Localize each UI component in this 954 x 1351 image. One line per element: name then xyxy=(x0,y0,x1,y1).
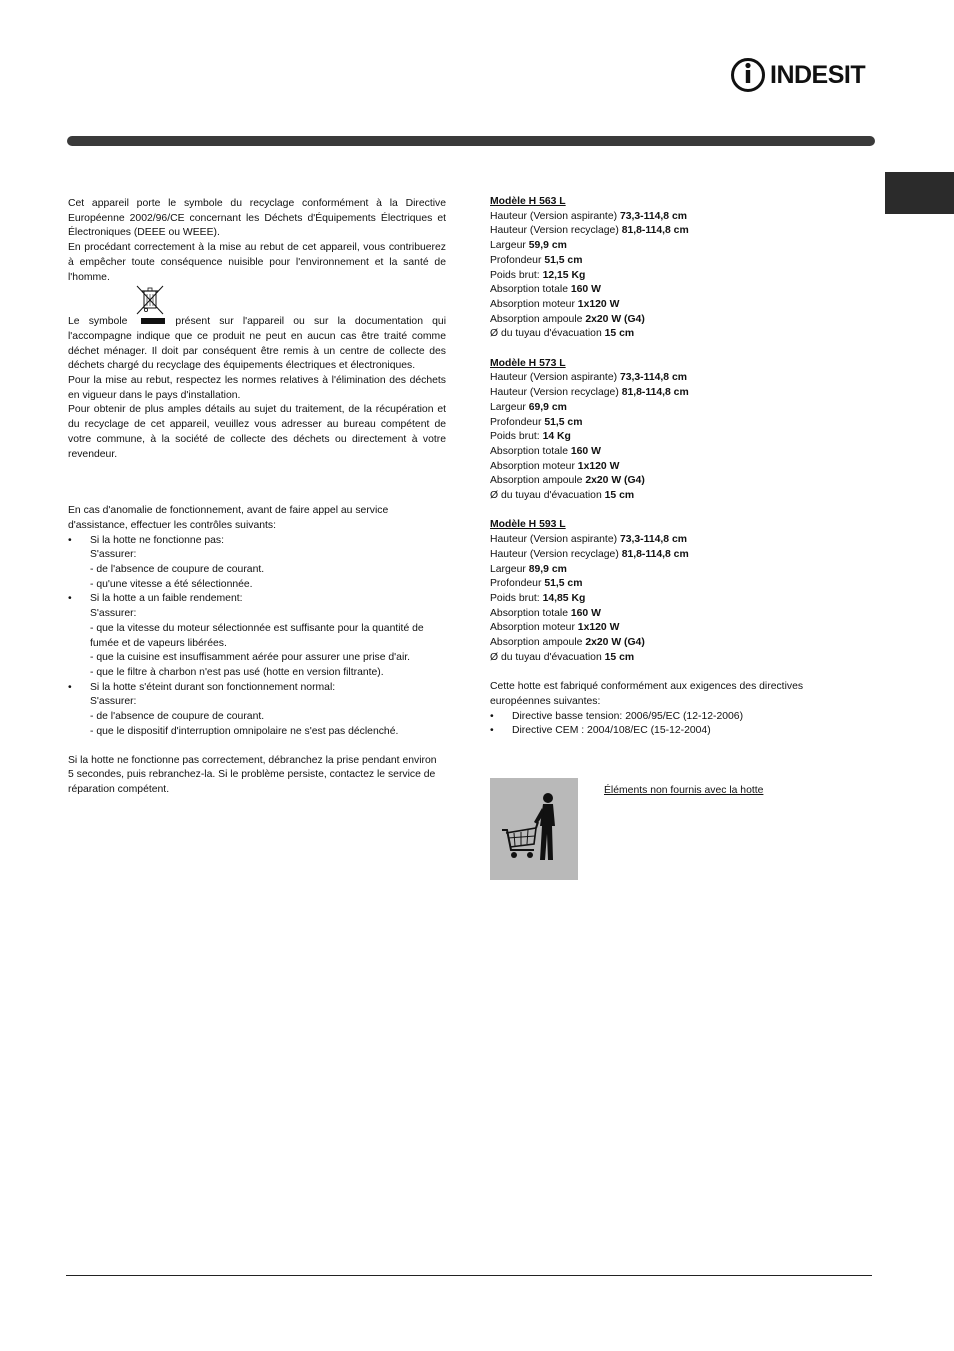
spec-row xyxy=(490,283,850,298)
footer-rule xyxy=(66,1275,872,1276)
spec-value: 15 cm xyxy=(604,651,635,663)
model-spec-block xyxy=(490,195,850,342)
spec-label: Hauteur (Version aspirante) xyxy=(490,210,618,222)
model-title: Modèle H 573 L xyxy=(490,357,566,369)
spec-value: 14,85 Kg xyxy=(542,592,586,604)
spec-label: Hauteur (Version aspirante) xyxy=(490,372,618,384)
spec-row xyxy=(490,621,850,636)
spec-value: 73,3-114,8 cm xyxy=(619,372,687,384)
spec-label: Largeur xyxy=(490,401,526,413)
check-line: - que la vitesse du moteur sélectionnée est suffisante pour la quantité de xyxy=(90,622,424,634)
spec-row xyxy=(490,607,850,622)
spec-label: Absorption ampoule xyxy=(490,313,583,325)
spec-value: 89,9 cm xyxy=(528,563,567,575)
final-note-1: Si la hotte ne fonctionne pas correctement, débranchez la prise pendant environ xyxy=(68,754,437,766)
left-column xyxy=(68,197,446,798)
conformity-line-1: Cette hotte est fabriqué conformément aux exigences des directives xyxy=(490,681,804,693)
model-title: Modèle H 563 L xyxy=(490,196,566,207)
final-note-2: 5 secondes, puis rebranchez-la. Si le problème persiste, contactez le service de xyxy=(68,769,436,781)
spec-label: Absorption moteur xyxy=(490,622,575,634)
model-spec-block xyxy=(490,518,850,665)
not-supplied-label: Éléments non fournis avec la hotte xyxy=(604,785,764,796)
spec-label: Poids brut: xyxy=(490,592,540,604)
check-title: • Si la hotte a un faible rendement: xyxy=(68,592,446,607)
check-ensure: S'assurer: xyxy=(90,608,137,620)
check-line: - que le dispositif d'interruption omnipolaire ne s'est pas déclenché. xyxy=(90,725,399,737)
spec-row xyxy=(490,327,850,342)
spec-row xyxy=(490,651,850,666)
right-column xyxy=(490,195,850,739)
spec-value: 1x120 W xyxy=(577,622,620,634)
spec-row xyxy=(490,313,850,328)
spec-row xyxy=(490,577,850,592)
check-item xyxy=(68,534,446,593)
spec-value: 81,8-114,8 cm xyxy=(621,387,689,399)
check-ensure: S'assurer: xyxy=(90,549,137,561)
spec-label: Hauteur (Version recyclage) xyxy=(490,225,619,237)
spec-value: 1x120 W xyxy=(577,298,620,310)
spec-label: Absorption totale xyxy=(490,607,568,619)
spec-value: 160 W xyxy=(570,607,601,619)
check-line: fumée et de vapeurs libérées. xyxy=(90,637,227,649)
directive-item: • Directive CEM : 2004/108/EC (15-12-2004) xyxy=(490,724,850,739)
spec-row xyxy=(490,239,850,254)
spec-row xyxy=(490,474,850,489)
spec-value: 81,8-114,8 cm xyxy=(621,548,689,560)
spec-row xyxy=(490,371,850,386)
brand-name: INDESIT xyxy=(770,61,866,89)
spec-label: Absorption moteur xyxy=(490,460,575,472)
spec-row xyxy=(490,416,850,431)
check-ensure: S'assurer: xyxy=(90,696,137,708)
check-line: - de l'absence de coupure de courant. xyxy=(90,711,265,723)
spec-row xyxy=(490,269,850,284)
conformity-line-2: européennes suivantes: xyxy=(490,695,601,707)
spec-label: Poids brut: xyxy=(490,431,540,443)
directive-item: • Directive basse tension: 2006/95/EC (12-12-2006) xyxy=(490,710,850,725)
spec-value: 2x20 W (G4) xyxy=(585,313,645,325)
symbol-line xyxy=(68,315,446,330)
disposal-rules-paragraph: Pour la mise au rebut, respectez les normes relatives à l'élimination des déchets en vigueur dans le pays d'installation. xyxy=(68,375,446,401)
symbol-after-text: présent sur l'appareil ou sur la documentation qui xyxy=(175,316,447,328)
spec-label: Absorption moteur xyxy=(490,298,575,310)
spec-value: 2x20 W (G4) xyxy=(585,475,645,487)
check-line: - que le filtre à charbon n'est pas usé (hotte en version filtrante). xyxy=(90,666,384,678)
check-item xyxy=(68,681,446,740)
spec-value: 12,15 Kg xyxy=(542,269,586,281)
spec-value: 14 Kg xyxy=(542,431,571,443)
spec-row xyxy=(490,489,850,504)
spec-label: Largeur xyxy=(490,563,526,575)
spec-label: Poids brut: xyxy=(490,269,540,281)
spec-row xyxy=(490,298,850,313)
spec-value: 160 W xyxy=(570,445,601,457)
section-tab xyxy=(885,172,954,214)
spec-value: 81,8-114,8 cm xyxy=(621,225,689,237)
spec-value: 160 W xyxy=(570,284,601,296)
spec-row xyxy=(490,533,850,548)
weee-symbol-row xyxy=(68,285,446,315)
check-line: - qu'une vitesse a été sélectionnée. xyxy=(90,578,253,590)
spec-row xyxy=(490,401,850,416)
spec-value: 15 cm xyxy=(604,328,635,340)
troubleshoot-intro-1: En cas d'anomalie de fonctionnement, avant de faire appel au service xyxy=(68,505,389,517)
spec-row xyxy=(490,460,850,475)
spec-label: Ø du tuyau d'évacuation xyxy=(490,328,602,340)
spec-row xyxy=(490,548,850,563)
spec-value: 51,5 cm xyxy=(544,578,583,590)
check-item xyxy=(68,592,446,680)
spec-row xyxy=(490,386,850,401)
spec-value: 2x20 W (G4) xyxy=(585,637,645,649)
spec-label: Hauteur (Version recyclage) xyxy=(490,387,619,399)
spec-label: Largeur xyxy=(490,240,526,252)
brand-logo xyxy=(730,55,872,95)
check-line: - de l'absence de coupure de courant. xyxy=(90,564,265,576)
troubleshoot-intro-2: d'assistance, effectuer les contrôles suivants: xyxy=(68,519,276,531)
spec-label: Absorption ampoule xyxy=(490,637,583,649)
spec-row xyxy=(490,254,850,269)
spec-value: 59,9 cm xyxy=(528,240,567,252)
spec-value: 73,3-114,8 cm xyxy=(619,210,687,222)
more-info-paragraph: Pour obtenir de plus amples détails au sujet du traitement, de la récupération et du recyclage de cet appareil, veuillez vous adresser au bureau compétent de votre commune, à la société de collecte des déchets ou directement à votre revendeur. xyxy=(68,404,446,460)
model-title: Modèle H 593 L xyxy=(490,519,566,531)
spec-label: Profondeur xyxy=(490,416,542,428)
spec-label: Profondeur xyxy=(490,578,542,590)
spec-row xyxy=(490,563,850,578)
shopping-cart-person-icon xyxy=(490,778,578,880)
spec-label: Absorption ampoule xyxy=(490,475,583,487)
spec-value: 73,3-114,8 cm xyxy=(619,534,687,546)
spec-label: Hauteur (Version aspirante) xyxy=(490,534,618,546)
spec-value: 51,5 cm xyxy=(544,254,583,266)
spec-row xyxy=(490,445,850,460)
not-supplied-pictogram xyxy=(490,778,578,880)
header-bar xyxy=(67,136,875,146)
indesit-logo-icon xyxy=(730,55,770,95)
final-note-3: réparation compétent. xyxy=(68,783,170,795)
symbol-paragraph: l'accompagne indique que ce produit ne peut en aucun cas être traité comme déchet ménager. Il doit par conséquent être remis à un centre de collecte des déchets chargé du recyclage des équipements électriques et électroniques. xyxy=(68,330,446,372)
disposal-paragraph: En procédant correctement à la mise au rebut de cet appareil, vous contribuerez à empêcher toute conséquence nuisible pour l'environnement et la santé de l'homme. xyxy=(68,242,446,283)
check-line: - que la cuisine est insuffisamment aérée pour assurer une prise d'air. xyxy=(90,652,411,664)
spec-label: Profondeur xyxy=(490,254,542,266)
model-spec-block xyxy=(490,357,850,504)
recycling-paragraph: Cet appareil porte le symbole du recyclage conformément à la Directive Européenne 2002/96/CE concernant les Déchets d'Équipements Électriques et Électroniques (DEEE ou WEEE). xyxy=(68,198,446,239)
conformity-block xyxy=(490,680,850,739)
spec-value: 15 cm xyxy=(604,490,635,502)
spec-row xyxy=(490,210,850,225)
check-title: • Si la hotte ne fonctionne pas: xyxy=(68,534,446,549)
spec-row xyxy=(490,224,850,239)
spec-value: 51,5 cm xyxy=(544,416,583,428)
spec-label: Ø du tuyau d'évacuation xyxy=(490,651,602,663)
spec-row xyxy=(490,430,850,445)
spec-label: Absorption totale xyxy=(490,284,568,296)
check-title: • Si la hotte s'éteint durant son fonctionnement normal: xyxy=(68,681,446,696)
crossed-bin-icon xyxy=(136,285,164,315)
spec-row xyxy=(490,592,850,607)
spec-label: Absorption totale xyxy=(490,445,568,457)
spec-row xyxy=(490,636,850,651)
spec-label: Ø du tuyau d'évacuation xyxy=(490,490,602,502)
spec-value: 69,9 cm xyxy=(528,401,567,413)
spec-value: 1x120 W xyxy=(577,460,620,472)
symbol-before-text: Le symbole xyxy=(68,316,128,328)
black-bar-symbol xyxy=(141,318,165,324)
spec-label: Hauteur (Version recyclage) xyxy=(490,548,619,560)
